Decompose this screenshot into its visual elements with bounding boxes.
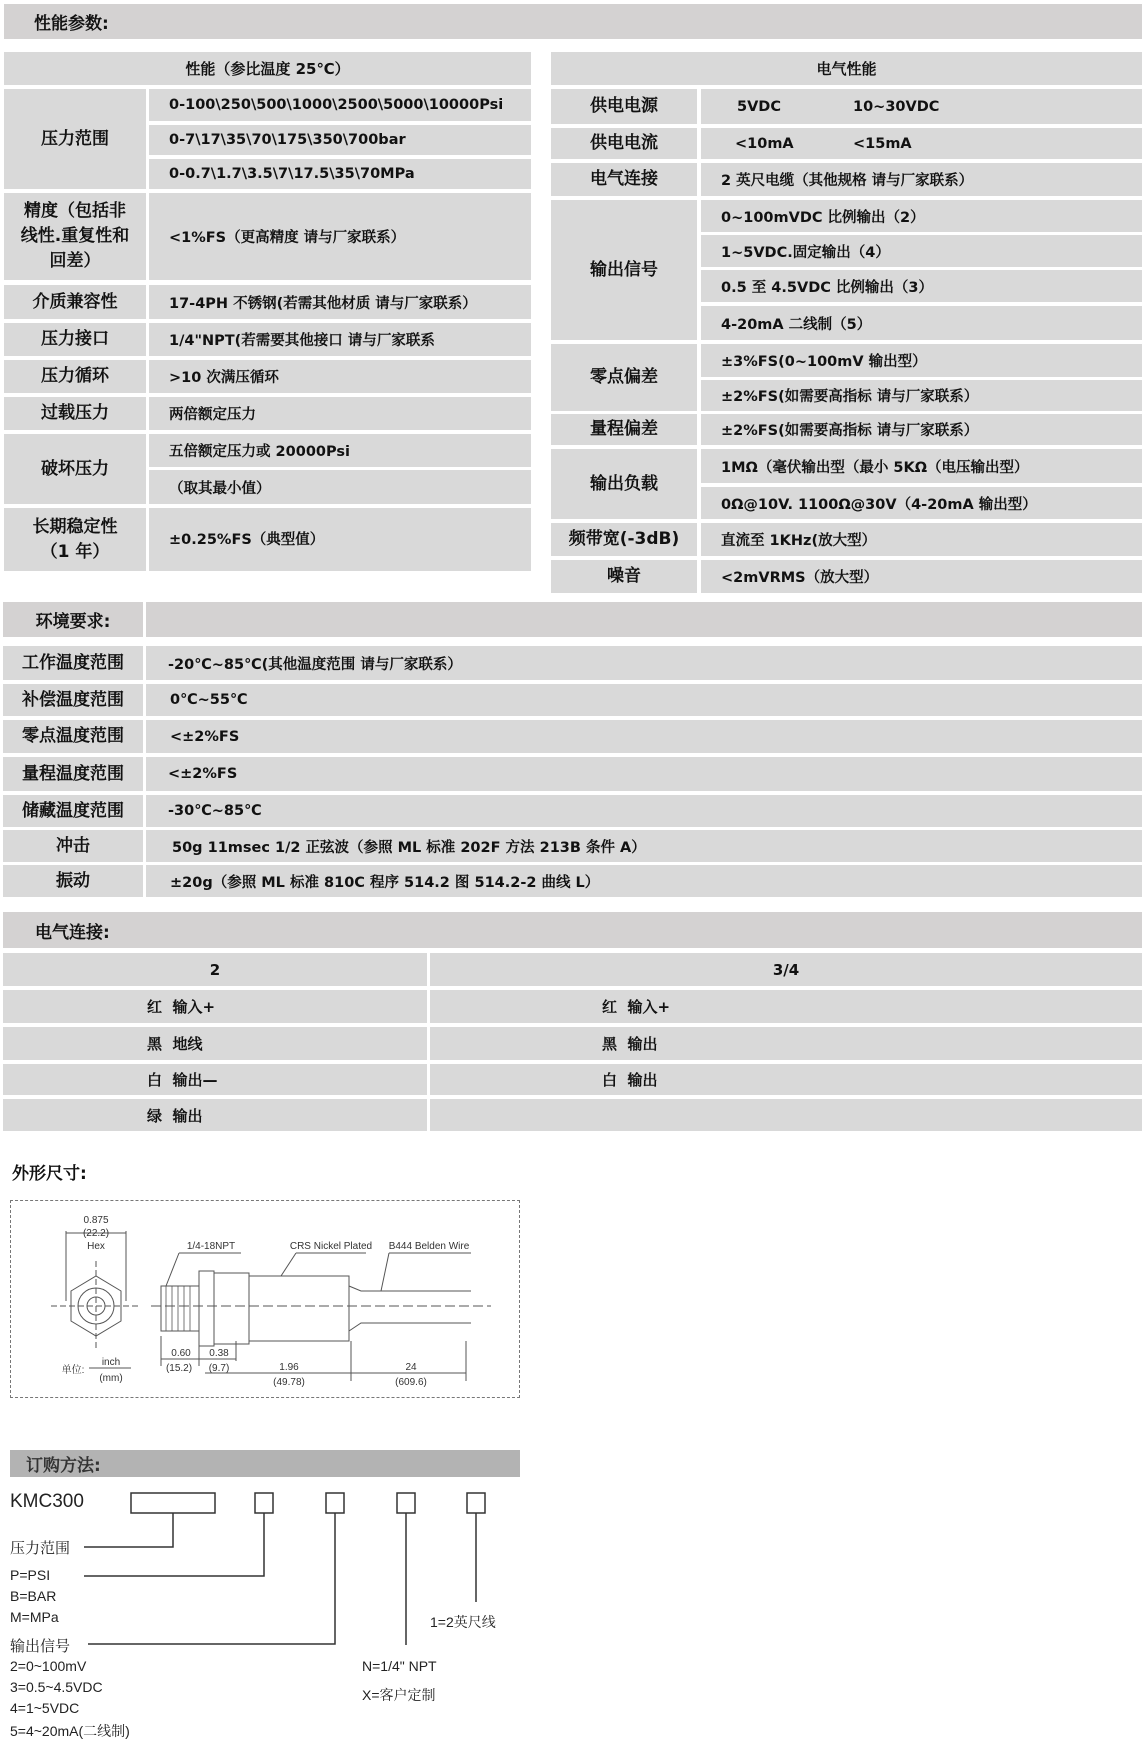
dim-in: 0.38: [209, 1348, 229, 1359]
output-option: 4=1~5VDC: [10, 1700, 80, 1716]
unit-in: inch: [101, 1357, 121, 1368]
performance-header: [4, 52, 531, 85]
label-text: 破坏压力: [41, 458, 109, 479]
label-text: 输出负载: [590, 473, 658, 494]
unit-box: [255, 1493, 273, 1513]
output-signal-label: 输出信号: [10, 1638, 71, 1655]
row-value: [701, 380, 1142, 411]
row-value: [149, 89, 531, 121]
value-text: 17-4PH 不锈钢(若需其他材质 请与厂家联系）: [169, 295, 477, 312]
row-value: [701, 449, 1142, 483]
wire-text: 黑 地线: [147, 1035, 203, 1053]
dim-mm: (49.78): [273, 1377, 305, 1388]
label-text: 电气连接: [590, 169, 658, 189]
row-label: [3, 830, 143, 862]
row-value: [701, 414, 1142, 445]
label-text: 冲击: [56, 835, 90, 856]
value-text: 2 英尺电缆（其他规格 请与厂家联系）: [721, 173, 974, 189]
label-text: 零点温度范围: [22, 726, 124, 746]
row-label: [3, 720, 143, 753]
sensor-drawing-icon: [11, 1201, 519, 1397]
thread-label: 1/4-18NPT: [186, 1241, 236, 1252]
section-electrical-connection: [3, 912, 1142, 948]
label-text: 量程偏差: [590, 419, 658, 439]
row-value: [149, 285, 531, 319]
value-text: 0-0.7\1.7\3.5\7\17.5\35\70MPa: [169, 166, 415, 182]
value-text: 1MΩ（毫伏输出型（最小 5KΩ（电压输出型）: [721, 459, 1029, 476]
section-title: 性能参数:: [34, 14, 109, 34]
section-title: 外形尺寸:: [12, 1163, 87, 1184]
row-value: [701, 200, 1142, 232]
value-text: 50g 11msec 1/2 正弦波（参照 ML 标准 202F 方法 213B 条件 A）: [172, 839, 646, 856]
value-text: 0-100\250\500\1000\2500\5000\10000Psi: [169, 97, 504, 113]
value-text: （取其最小值）: [169, 480, 271, 497]
wire-text: 红 输入+: [147, 998, 216, 1016]
label-text: 噪音: [607, 566, 641, 586]
wiring-cell: [430, 1027, 1142, 1060]
wiring-cell: [3, 1099, 427, 1131]
wire-text: 白 输出—: [147, 1071, 218, 1089]
wiring-cell: [430, 1064, 1142, 1095]
row-value: [701, 89, 1142, 124]
label-text: 压力接口: [41, 329, 109, 349]
wire-label: B444 Belden Wire: [388, 1241, 470, 1252]
value-text: <1%FS（更高精度 请与厂家联系）: [169, 230, 406, 246]
row-value: [146, 646, 1142, 680]
unit-mm: (mm): [99, 1373, 123, 1384]
wiring-cell: [3, 1027, 427, 1060]
dim-mm: (609.6): [395, 1377, 427, 1388]
row-label: [551, 523, 697, 556]
label-text: 工作温度范围: [22, 652, 124, 673]
value-text: <15mA: [853, 135, 912, 152]
wiring-col-header: [430, 953, 1142, 986]
row-label: [551, 128, 697, 159]
row-value: [701, 560, 1142, 593]
label-text: 振动: [56, 870, 90, 891]
value-text: 0-7\17\35\70\175\350\700bar: [169, 132, 406, 148]
hex-in-label: 0.875: [83, 1215, 109, 1226]
row-label: [4, 323, 146, 356]
row-label: [4, 397, 146, 430]
value-text: -30℃~85℃: [168, 803, 262, 819]
wire-text: 红 输入+: [602, 998, 671, 1016]
unit-option: M=MPa: [10, 1609, 59, 1625]
row-value: [149, 125, 531, 155]
port-box: [397, 1493, 415, 1513]
unit-option: P=PSI: [10, 1567, 51, 1583]
row-value: [701, 163, 1142, 196]
row-value: [149, 323, 531, 356]
row-label: [551, 200, 697, 340]
row-value: [149, 434, 531, 467]
electrical-header: [551, 52, 1142, 85]
row-label: [3, 865, 143, 897]
dim-mm: (15.2): [165, 1363, 193, 1374]
row-label: [3, 795, 143, 827]
output-option: 3=0.5~4.5VDC: [10, 1679, 103, 1695]
row-label: [551, 163, 697, 196]
value-text: 0.5 至 4.5VDC 比例输出（3）: [721, 279, 934, 296]
row-value: [149, 159, 531, 189]
value-text: <±2%FS: [170, 728, 240, 745]
row-label: [4, 434, 146, 504]
row-value: [149, 508, 531, 571]
value-text: <10mA: [735, 135, 794, 152]
row-label: [551, 344, 697, 411]
row-label: [3, 684, 143, 716]
row-label: [4, 285, 146, 319]
value-text: 两倍额定压力: [169, 407, 256, 423]
wire-text: 绿 输出: [147, 1106, 203, 1125]
cable-option: 1=2英尺线: [430, 1614, 496, 1630]
section-title: 环境要求:: [35, 612, 111, 632]
value-text: 10~30VDC: [853, 98, 940, 115]
value-text: 0~100mVDC 比例输出（2）: [721, 209, 925, 226]
value-text: >10 次满压循环: [169, 370, 279, 386]
output-option: 5=4~20mA(二线制): [10, 1723, 130, 1739]
row-value: [701, 523, 1142, 556]
value-text: ±0.25%FS（典型值）: [169, 532, 325, 548]
hex-label: Hex: [87, 1241, 105, 1252]
dim-in: 1.96: [279, 1362, 299, 1373]
label-text: 供电电源: [590, 96, 658, 116]
label-text: 输出信号: [590, 259, 658, 280]
row-label: [3, 757, 143, 791]
value-text: ±3%FS(0~100mV 输出型）: [721, 354, 927, 370]
pressure-range-box: [131, 1493, 215, 1513]
wiring-cell: [430, 1099, 1142, 1131]
label-text: 零点偏差: [590, 367, 658, 387]
column-text: 2: [209, 960, 221, 979]
value-text: 直流至 1KHz(放大型）: [721, 533, 877, 549]
value-text: 5VDC: [737, 98, 781, 115]
row-value: [146, 830, 1142, 862]
section-dimensions: [12, 1156, 87, 1186]
value-text: 0℃~55℃: [170, 692, 248, 708]
section-title: 订购方法:: [26, 1456, 101, 1476]
value-text: ±20g（参照 ML 标准 810C 程序 514.2 图 514.2-2 曲线 L）: [170, 874, 600, 891]
row-value: [146, 684, 1142, 716]
wiring-col-header: [3, 953, 427, 986]
row-value: [701, 344, 1142, 377]
column-text: 3/4: [772, 960, 800, 979]
label-text: 量程温度范围: [22, 763, 124, 784]
label-text: 压力循环: [41, 366, 109, 386]
row-value: [701, 487, 1142, 519]
row-value: [146, 865, 1142, 897]
section-title: 电气连接:: [35, 922, 110, 943]
value-text: -20℃~85℃(其他温度范围 请与厂家联系）: [168, 656, 462, 673]
row-label: [4, 360, 146, 393]
row-value: [149, 397, 531, 430]
performance-header-text: 性能（参比温度 25℃）: [185, 60, 350, 78]
port-option: N=1/4" NPT: [362, 1658, 437, 1674]
value-text: ±2%FS(如需要高指标 请与厂家联系）: [721, 423, 979, 439]
row-label: [4, 89, 146, 189]
unit-label: 单位:: [61, 1365, 85, 1376]
row-value: [146, 757, 1142, 791]
section-environment: [3, 602, 143, 637]
electrical-header-text: 电气性能: [816, 60, 877, 78]
row-label: [551, 449, 697, 519]
value-text: 1/4"NPT(若需要其他接口 请与厂家联系: [169, 333, 435, 349]
section-ordering: [10, 1450, 520, 1477]
port-option: X=客户定制: [362, 1687, 436, 1703]
cable-box: [467, 1493, 485, 1513]
hex-mm-label: (22.2): [82, 1228, 110, 1239]
label-text: 介质兼容性: [32, 291, 118, 312]
row-label: [3, 646, 143, 680]
value-text: ±2%FS(如需要高指标 请与厂家联系）: [721, 389, 979, 405]
label-text: 精度（包括非线性.重复性和回差）: [20, 201, 130, 271]
label-text: 补偿温度范围: [22, 689, 124, 710]
dim-mm: (9.7): [208, 1363, 230, 1374]
value-text: <±2%FS: [168, 766, 238, 782]
row-label: [551, 89, 697, 124]
unit-option: B=BAR: [10, 1588, 57, 1604]
label-text: 过载压力: [41, 403, 109, 423]
row-label: [4, 508, 146, 571]
dim-in: 24: [405, 1362, 417, 1373]
output-option: 2=0~100mV: [10, 1658, 87, 1674]
dim-in: 0.60: [171, 1348, 191, 1359]
output-box: [326, 1493, 344, 1513]
row-label: [4, 193, 146, 280]
row-value: [146, 720, 1142, 753]
label-text: 频带宽(-3dB): [568, 529, 680, 549]
wiring-cell: [430, 990, 1142, 1023]
value-text: 五倍额定压力或 20000Psi: [169, 444, 350, 460]
wire-text: 黑 输出: [602, 1035, 658, 1053]
row-value: [149, 470, 531, 504]
value-text: <2mVRMS（放大型）: [721, 570, 879, 586]
section-performance-params: [4, 4, 1142, 39]
value-text: 0Ω@10V. 1100Ω@30V（4-20mA 输出型）: [721, 496, 1037, 513]
pressure-range-label: 压力范围: [10, 1540, 71, 1557]
wiring-cell: [3, 1064, 427, 1095]
label-text: 储藏温度范围: [22, 800, 124, 821]
row-label: [551, 560, 697, 593]
row-value: [146, 795, 1142, 827]
wire-text: 白 输出: [602, 1071, 658, 1089]
value-text: 1~5VDC.固定输出（4）: [721, 244, 890, 261]
row-value: [701, 128, 1142, 159]
row-value: [701, 270, 1142, 302]
row-label: [551, 414, 697, 445]
environment-header-fill: [146, 602, 1142, 637]
dimension-drawing: [10, 1200, 520, 1398]
model-code: KMC300: [10, 1491, 84, 1512]
label-text: 长期稳定性（1 年）: [32, 516, 118, 562]
row-value: [149, 193, 531, 280]
body-label: CRS Nickel Plated: [289, 1241, 373, 1252]
row-value: [701, 306, 1142, 340]
row-value: [701, 235, 1142, 267]
row-value: [149, 360, 531, 393]
label-text: 供电电流: [590, 133, 658, 153]
value-text: 4-20mA 二线制（5）: [721, 316, 872, 333]
wiring-cell: [3, 990, 427, 1023]
label-text: 压力范围: [41, 128, 109, 149]
